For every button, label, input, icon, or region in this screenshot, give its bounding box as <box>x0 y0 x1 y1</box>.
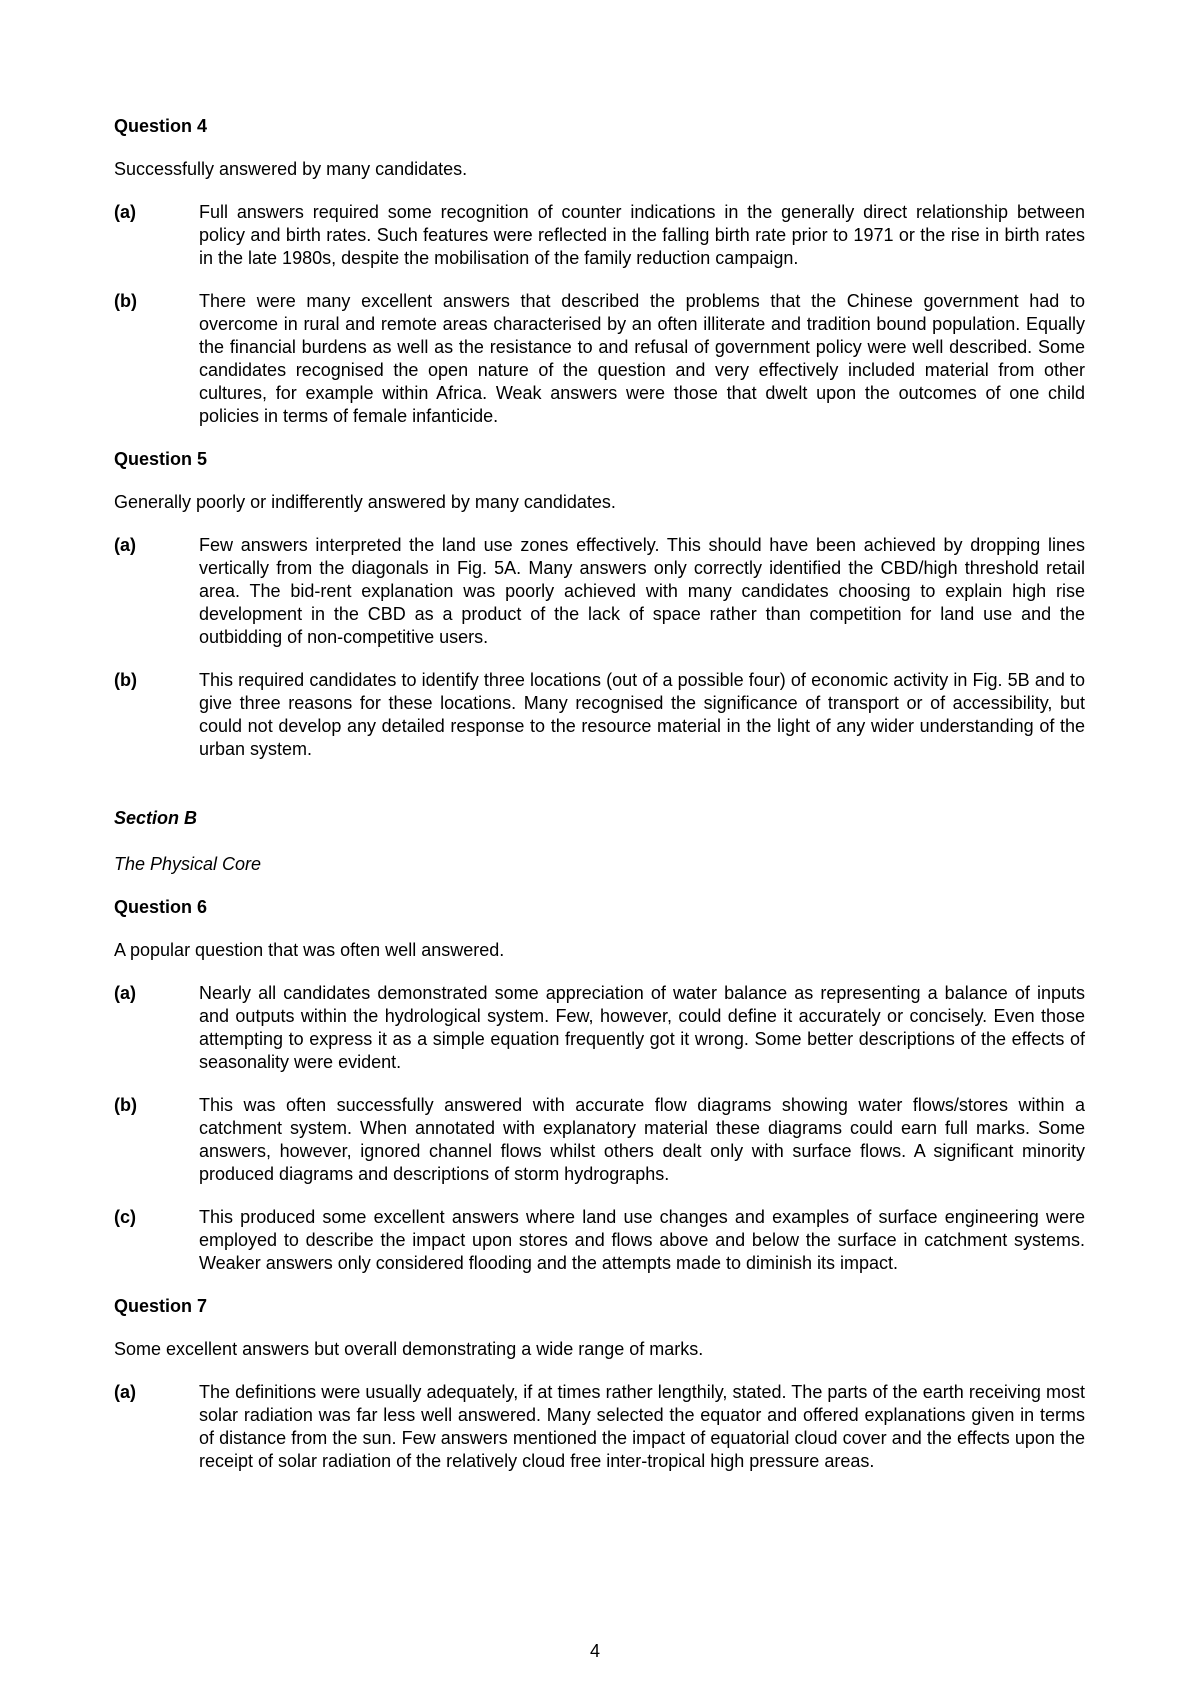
part-text: There were many excellent answers that described the problems that the Chinese government had to overcome in rural and remote areas characterised by an often illiterate and tradition bound population. Equally the financial burdens as well as the resistance to and refusal of government policy were well described. Some candidates recognised the open nature of the question and very effectively included material from other cultures, for example within Africa. Weak answers were those that dwelt upon the outcomes of one child policies in terms of female infanticide. <box>199 291 1085 426</box>
question-5 <box>114 448 1085 761</box>
section-title: Section B <box>114 808 198 828</box>
answer-part <box>114 1206 1085 1275</box>
question-4 <box>114 115 1085 428</box>
part-text: The definitions were usually adequately, if at times rather lengthily, stated. The parts of the earth receiving most solar radiation was far less well answered. Many selected the equator and offered explanations given in terms of distance from the sun. Few answers mentioned the impact of equatorial cloud cover and the effects upon the receipt of solar radiation of the relatively cloud free inter-tropical high pressure areas. <box>199 1382 1085 1471</box>
answer-part <box>114 1381 1085 1473</box>
part-label: (a) <box>114 1382 136 1402</box>
question-heading: Question 5 <box>114 449 208 469</box>
part-label: (a) <box>114 535 136 555</box>
part-text: This was often successfully answered with accurate flow diagrams showing water flows/stores within a catchment system. When annotated with explanatory material these diagrams could earn full marks. Some answers, however, ignored channel flows whilst others dealt only with surface flows. A significant minority produced diagrams and descriptions of storm hydrographs. <box>199 1095 1085 1184</box>
part-text: This produced some excellent answers where land use changes and examples of surface engineering were employed to describe the impact upon stores and flows above and below the surface in catchment systems. Weaker answers only considered flooding and the attempts made to diminish its impact. <box>199 1207 1085 1273</box>
answer-part <box>114 982 1085 1074</box>
answer-part <box>114 669 1085 761</box>
answer-part <box>114 201 1085 270</box>
answer-part <box>114 1094 1085 1186</box>
part-text: This required candidates to identify three locations (out of a possible four) of economic activity in Fig. 5B and to give three reasons for these locations. Many recognised the significance of transport or of accessibility, but could not develop any detailed response to the resource material in the light of any wider understanding of the urban system. <box>199 670 1085 759</box>
question-heading: Question 6 <box>114 897 208 917</box>
answer-part <box>114 290 1085 428</box>
part-text: Nearly all candidates demonstrated some appreciation of water balance as representing a balance of inputs and outputs within the hydrological system. Few, however, could define it accurately or concisely. Even those attempting to express it as a simple equation frequently got it wrong. Some better descriptions of the effects of seasonality were evident. <box>199 983 1085 1072</box>
question-heading: Question 7 <box>114 1296 208 1316</box>
question-7 <box>114 1295 1085 1473</box>
page-number: 4 <box>589 1641 600 1661</box>
part-label: (b) <box>114 670 137 690</box>
part-label: (b) <box>114 291 137 311</box>
answer-part <box>114 534 1085 649</box>
question-heading: Question 4 <box>114 116 208 136</box>
question-intro: Successfully answered by many candidates. <box>114 159 468 179</box>
question-intro: Some excellent answers but overall demonstrating a wide range of marks. <box>114 1339 704 1359</box>
question-intro: Generally poorly or indifferently answered by many candidates. <box>114 492 616 512</box>
part-label: (a) <box>114 983 136 1003</box>
part-label: (c) <box>114 1207 136 1227</box>
question-intro: A popular question that was often well answered. <box>114 940 505 960</box>
part-text: Few answers interpreted the land use zones effectively. This should have been achieved by dropping lines vertically from the diagonals in Fig. 5A. Many answers only correctly identified the CBD/high threshold retail area. The bid-rent explanation was poorly achieved with many candidates choosing to explain high rise development in the CBD as a product of the lack of space rather than competition for land use and the outbidding of non-competitive users. <box>199 535 1085 647</box>
part-label: (a) <box>114 202 136 222</box>
section-b <box>114 807 1085 876</box>
section-spacer <box>114 781 1085 807</box>
section-subtitle: The Physical Core <box>114 854 262 874</box>
question-6 <box>114 896 1085 1275</box>
part-text: Full answers required some recognition of counter indications in the generally direct relationship between policy and birth rates. Such features were reflected in the falling birth rate prior to 1971 or the rise in birth rates in the late 1980s, despite the mobilisation of the family reduction campaign. <box>199 202 1085 268</box>
part-label: (b) <box>114 1095 137 1115</box>
